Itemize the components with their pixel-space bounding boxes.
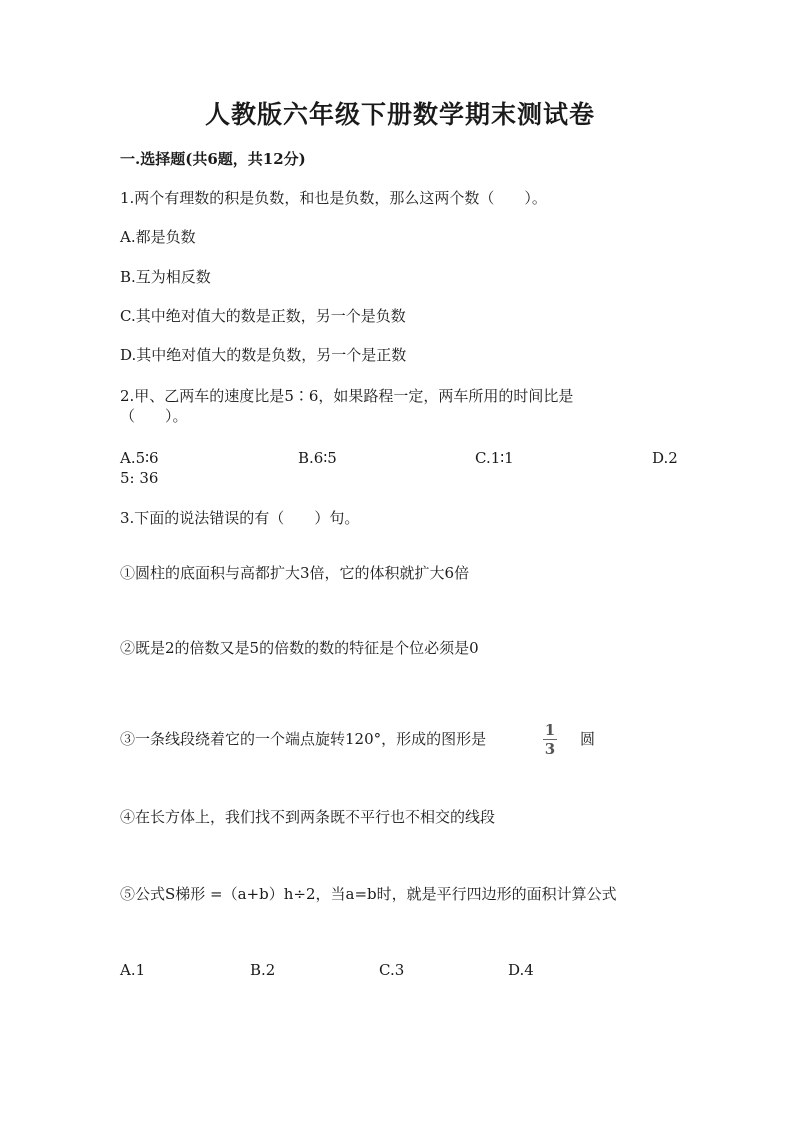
statement-3-suffix: 圆 [580,730,596,748]
question-1-stem: 1.两个有理数的积是负数，和也是负数，那么这两个数（ ）。 [120,189,547,207]
question-2-option-c: C.1∶1 [475,449,514,467]
fraction-numerator: 1 [544,721,556,739]
question-1-option-b: B.互为相反数 [120,268,211,286]
question-2-option-d: D.2 [652,449,678,467]
question-3-option-b: B.2 [250,961,276,979]
question-1-option-c: C.其中绝对值大的数是正数，另一个是负数 [120,307,406,325]
fraction-one-third [541,722,559,757]
question-3-statement-4: ④在长方体上，我们找不到两条既不平行也不相交的线段 [120,808,496,826]
question-3-option-d: D.4 [508,961,534,979]
question-3-statement-5: ⑤公式S梯形 =（a+b）h÷2，当a=b时，就是平行四边形的面积计算公式 [120,885,617,903]
question-2-option-b: B.6∶5 [298,449,337,467]
question-2-option-a: A.5∶6 [120,449,159,467]
question-3-option-c: C.3 [379,961,405,979]
fraction-denominator: 3 [544,740,556,758]
question-2-option-d-wrap: 5: 36 [120,469,159,487]
section-heading: 一.选择题(共6题，共12分) [120,150,306,168]
question-3-statement-2: ②既是2的倍数又是5的倍数的数的特征是个位必须是0 [120,639,479,657]
question-3-statement-1: ①圆柱的底面积与高都扩大3倍，它的体积就扩大6倍 [120,564,470,582]
question-2-stem-line1: 2.甲、乙两车的速度比是5∶6，如果路程一定，两车所用的时间比是 [120,387,574,405]
statement-3-text: ③一条线段绕着它的一个端点旋转120°，形成的图形是 [120,730,487,748]
question-3-stem: 3.下面的说法错误的有（ ）句。 [120,509,360,527]
page-title: 人教版六年级下册数学期末测试卷 [204,100,595,129]
question-3-statement-3 [120,729,486,749]
question-3-option-a: A.1 [120,961,146,979]
question-1-option-a: A.都是负数 [120,228,196,246]
question-1-option-d: D.其中绝对值大的数是负数，另一个是正数 [120,346,407,364]
question-2-stem-line2: （ ）。 [120,407,188,425]
